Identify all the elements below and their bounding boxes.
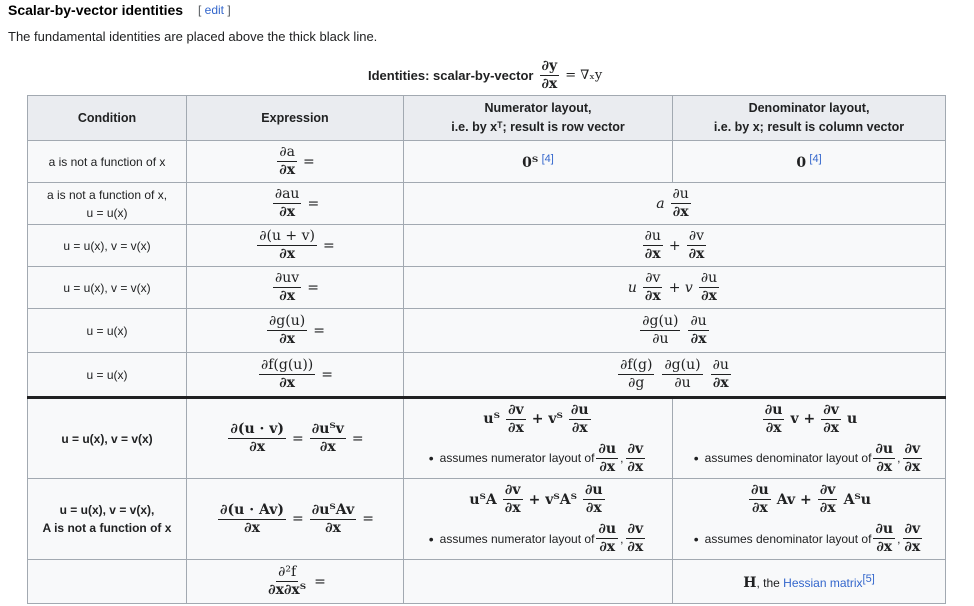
expression-cell: $\frac{\partial a}{\partial x}$ = [187, 141, 404, 183]
identities-table [27, 95, 946, 604]
header-condition: Condition [28, 96, 187, 141]
caption-fraction: $\frac{\partial y}{\partial x}$ [541, 58, 558, 92]
condition-cell: a is not a function of x [28, 141, 187, 183]
table-caption [368, 58, 602, 93]
table-row [28, 141, 946, 183]
table-row [28, 560, 946, 604]
condition-cell: u = u(x), v = v(x) [28, 398, 187, 479]
table-row [28, 353, 946, 398]
condition-cell: u = u(x) [28, 309, 187, 353]
condition-cell: u = u(x), v = v(x) [28, 225, 187, 267]
shared-result: a $\frac{\partial u}{\partial x}$ [404, 183, 946, 225]
citation-link[interactable]: [5] [862, 572, 875, 585]
intro-text: The fundamental identities are placed above the thick black line. [8, 29, 378, 44]
header-numerator: Numerator layout, i.e. by xᵀ; result is row vector [404, 96, 673, 141]
caption-label: Identities: scalar-by-vector [368, 68, 534, 83]
denominator-result: $\frac{\partial u}{\partial x}$ v + $\frac{\partial v}{\partial x}$ u • assumes denominator layout of $\frac{\partial u}{\partial x}$ , $\frac{\partial v}{\partial x}$ [673, 398, 946, 479]
layout-note: • assumes denominator layout of $\frac{\partial u}{\partial x}$ , $\frac{\partial v}{\partial x}$ [693, 440, 921, 475]
edit-link[interactable]: edit [204, 3, 225, 17]
shared-result: u $\frac{\partial v}{\partial x}$ + v $\frac{\partial u}{\partial x}$ [404, 267, 946, 309]
denominator-result: H, the Hessian matrix[5] [673, 560, 946, 604]
table-row [28, 225, 946, 267]
expression-cell: $\frac{\partial f(g(u))}{\partial x}$ = [187, 353, 404, 398]
expression-cell: $\frac{\partial g(u)}{\partial x}$ = [187, 309, 404, 353]
edit-section: [ edit ] [198, 3, 231, 17]
citation-link[interactable]: [4] [809, 152, 822, 165]
condition-cell: u = u(x), v = v(x) [28, 267, 187, 309]
numerator-result: 0ᵀ [4] [404, 141, 673, 183]
citation-link[interactable]: [4] [541, 152, 554, 165]
layout-note: • assumes denominator layout of $\frac{\partial u}{\partial x}$ , $\frac{\partial v}{\partial x}$ [693, 521, 921, 555]
header-expression: Expression [187, 96, 404, 141]
table-row [28, 267, 946, 309]
hessian-link[interactable]: Hessian matrix [783, 575, 863, 590]
expression-cell: $\frac{\partial(u \cdot v)}{\partial x}$ = $\frac{\text{∂uᵀv}}{\partial x}$ = [187, 398, 404, 479]
numerator-result: uᵀA $\frac{\partial v}{\partial x}$ + vᵀAᵀ $\frac{\partial u}{\partial x}$ • assumes numerator layout of $\frac{\partial u}{\partial x}$ , $\frac{\partial v}{\partial x}$ [404, 479, 673, 560]
shared-result: $\frac{\partial g(u)}{\partial u}$ $\frac{\partial u}{\partial x}$ [404, 309, 946, 353]
header-denominator: Denominator layout, i.e. by x; result is column vector [673, 96, 946, 141]
header-row [28, 96, 946, 141]
expression-cell: $\frac{\partial uv}{\partial x}$ = [187, 267, 404, 309]
condition-cell: u = u(x) [28, 353, 187, 398]
condition-cell [28, 560, 187, 604]
expression-cell: $\frac{\partial au}{\partial x}$ = [187, 183, 404, 225]
table-row [28, 309, 946, 353]
condition-cell: u = u(x), v = v(x), A is not a function of x [28, 479, 187, 560]
layout-note: • assumes numerator layout of $\frac{\partial u}{\partial x}$ , $\frac{\partial v}{\partial x}$ [428, 440, 644, 475]
caption-rhs: = ∇ₓy [565, 68, 603, 83]
expression-cell: $\frac{\partial(u + v)}{\partial x}$ = [187, 225, 404, 267]
condition-cell: a is not a function of x, u = u(x) [28, 183, 187, 225]
section-heading: Scalar-by-vector identities [8, 2, 184, 18]
expression-cell: $\frac{\partial(u \cdot Av)}{\partial x}$ = $\frac{\text{∂uᵀAv}}{\partial x}$ = [187, 479, 404, 560]
numerator-result [404, 560, 673, 604]
shared-result: $\frac{\partial f(g)}{\partial g}$ $\frac{\partial g(u)}{\partial u}$ $\frac{\partial u}{\partial x}$ [404, 353, 946, 398]
table-row [28, 183, 946, 225]
expression-cell: $\frac{\text{∂²f}}{\text{∂x∂xᵀ}}$ = [187, 560, 404, 604]
shared-result: $\frac{\partial u}{\partial x}$ + $\frac{\partial v}{\partial x}$ [404, 225, 946, 267]
table-row [28, 479, 946, 560]
table-row [28, 398, 946, 479]
layout-note: • assumes numerator layout of $\frac{\partial u}{\partial x}$ , $\frac{\partial v}{\partial x}$ [428, 521, 644, 555]
denominator-result: 0 [4] [673, 141, 946, 183]
denominator-result: $\frac{\partial u}{\partial x}$ Av + $\frac{\partial v}{\partial x}$ Aᵀu • assumes denominator layout of $\frac{\partial u}{\partial x}$ , $\frac{\partial v}{\partial x}$ [673, 479, 946, 560]
numerator-result: uᵀ $\frac{\partial v}{\partial x}$ + vᵀ $\frac{\partial u}{\partial x}$ • assumes numerator layout of $\frac{\partial u}{\partial x}$ , $\frac{\partial v}{\partial x}$ [404, 398, 673, 479]
